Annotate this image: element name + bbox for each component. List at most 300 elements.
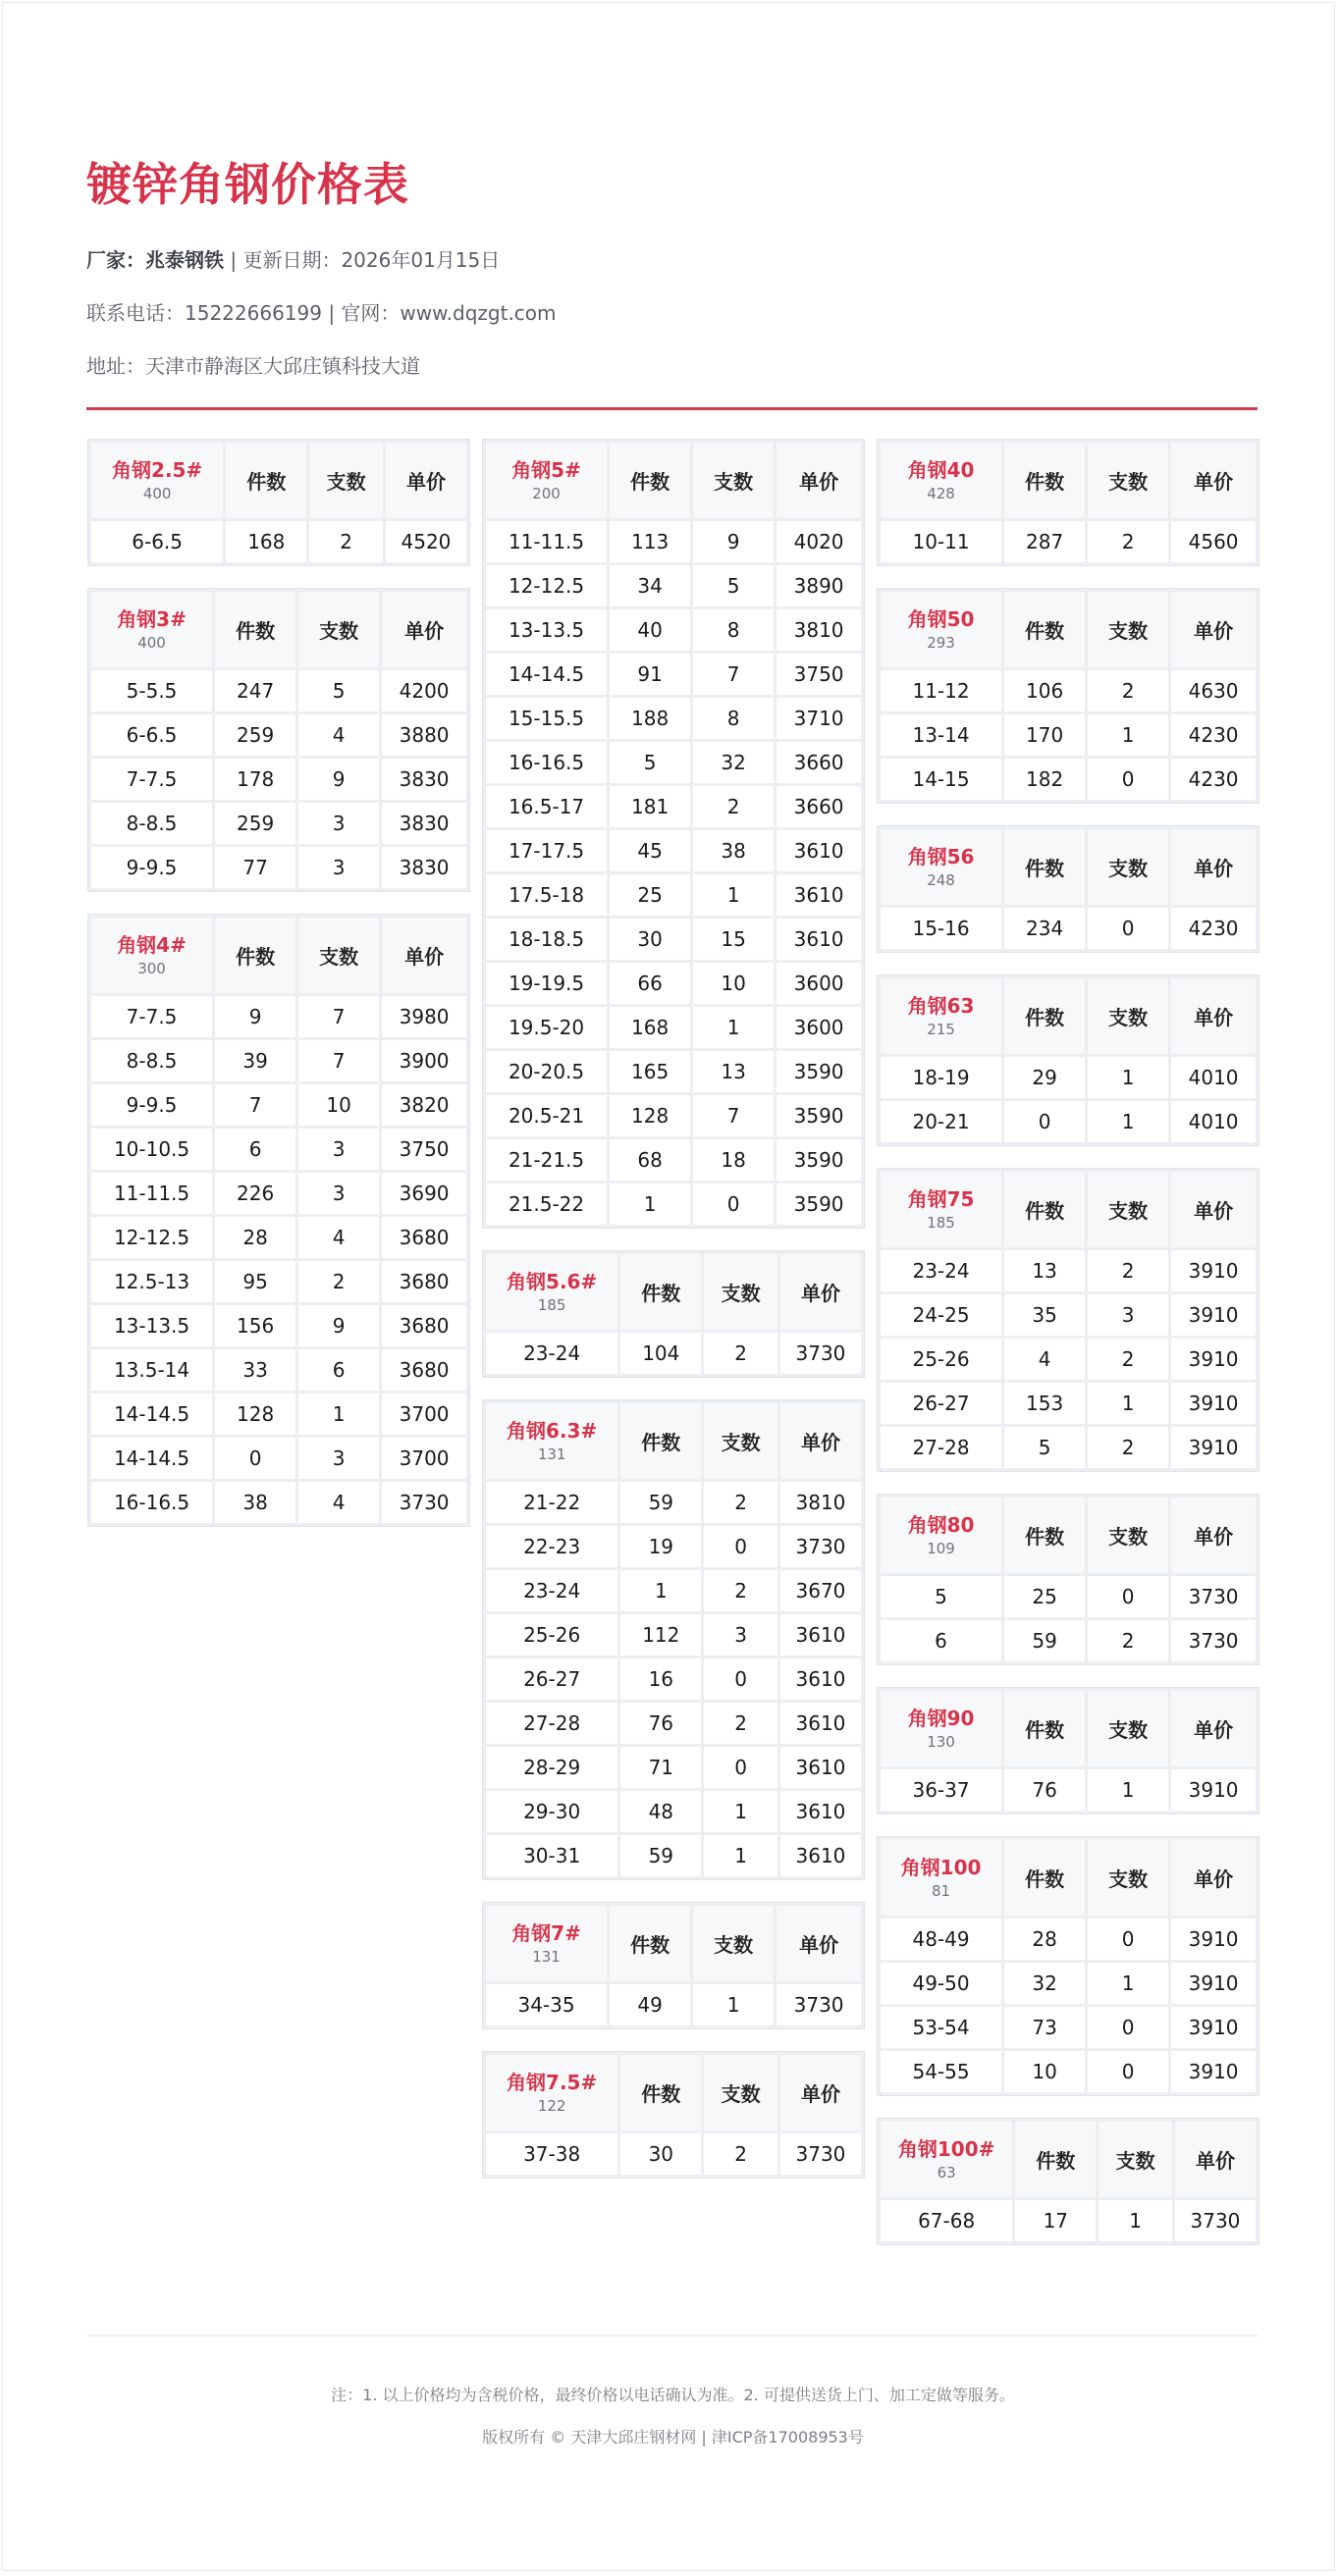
size-cell: 16-16.5 — [91, 1482, 212, 1523]
price-cell: 3610 — [780, 1658, 861, 1700]
size-cell: 26-27 — [881, 1383, 1001, 1424]
price-cell: 3830 — [382, 803, 466, 844]
count-cell: 59 — [1004, 1620, 1085, 1661]
price-cell: 4200 — [382, 670, 466, 711]
spec-weight: 109 — [927, 1539, 955, 1557]
price-table-columns — [87, 439, 1260, 2267]
price-cell: 3730 — [1171, 1620, 1256, 1661]
size-cell: 37-38 — [486, 2133, 617, 2175]
spec-header-cell — [881, 1840, 1001, 1916]
size-cell: 16-16.5 — [486, 742, 607, 783]
count-cell: 153 — [1004, 1383, 1085, 1424]
pieces-cell: 2 — [1088, 1250, 1168, 1291]
spec-price-table — [482, 1399, 865, 1880]
table-header-row — [91, 592, 466, 667]
price-cell: 3900 — [382, 1040, 466, 1081]
pieces-cell: 32 — [693, 742, 774, 783]
pieces-cell: 2 — [704, 1482, 777, 1523]
pieces-cell: 1 — [693, 1007, 774, 1048]
table-row — [91, 847, 466, 888]
pieces-cell: 7 — [298, 996, 379, 1037]
spec-header-cell — [881, 592, 1001, 667]
size-cell: 5 — [881, 1576, 1001, 1617]
table-row — [486, 1984, 861, 2025]
table-row — [91, 1129, 466, 1170]
pieces-cell: 15 — [693, 919, 774, 960]
size-cell: 18-18.5 — [486, 919, 607, 960]
table-row — [486, 830, 861, 871]
size-cell: 17.5-18 — [486, 874, 607, 916]
table-row — [881, 908, 1256, 949]
address-info: 地址：天津市静海区大邱庄镇科技大道 — [86, 354, 420, 378]
pieces-header: 支数 — [704, 2055, 777, 2130]
spec-weight: 215 — [927, 1020, 955, 1038]
price-cell: 3610 — [780, 1614, 861, 1656]
price-cell: 3730 — [1171, 1576, 1256, 1617]
price-header: 单价 — [777, 443, 861, 518]
table-row — [881, 1383, 1256, 1424]
pieces-cell: 5 — [693, 565, 774, 606]
spec-price-table — [877, 2118, 1260, 2245]
size-cell: 23-24 — [881, 1250, 1001, 1291]
spec-weight: 400 — [142, 484, 172, 502]
count-cell: 5 — [610, 742, 690, 783]
price-cell: 3830 — [382, 759, 466, 800]
spec-price-table — [482, 1250, 865, 1378]
count-cell: 0 — [1004, 1101, 1085, 1142]
price-cell: 3880 — [382, 714, 466, 756]
table-row — [91, 803, 466, 844]
count-cell: 188 — [610, 698, 690, 739]
size-cell: 20.5-21 — [486, 1095, 607, 1136]
spec-header-cell — [881, 1691, 1001, 1766]
table-header-row — [91, 918, 466, 993]
price-cell: 3610 — [780, 1747, 861, 1788]
pieces-cell: 0 — [704, 1658, 777, 1700]
size-cell: 26-27 — [486, 1658, 617, 1700]
price-cell: 3700 — [382, 1393, 466, 1435]
size-cell: 9-9.5 — [91, 847, 212, 888]
price-cell: 4630 — [1171, 670, 1256, 711]
price-header: 单价 — [777, 1906, 861, 1981]
pieces-cell: 1 — [1088, 1383, 1168, 1424]
pieces-header: 支数 — [1088, 1172, 1168, 1247]
count-cell: 6 — [215, 1129, 295, 1170]
table-row — [91, 1261, 466, 1302]
count-cell: 76 — [620, 1703, 701, 1744]
price-cell: 3600 — [777, 963, 861, 1004]
pieces-cell: 2 — [693, 786, 774, 827]
size-cell: 19-19.5 — [486, 963, 607, 1004]
size-cell: 13-13.5 — [486, 609, 607, 651]
spec-header-cell — [91, 918, 212, 993]
count-cell: 19 — [620, 1526, 701, 1567]
table-row — [486, 1007, 861, 1048]
pieces-cell: 2 — [704, 2133, 777, 2175]
size-cell: 14-14.5 — [91, 1393, 212, 1435]
pieces-cell: 3 — [298, 1129, 379, 1170]
table-header-row — [91, 443, 466, 518]
spec-header-cell — [881, 829, 1001, 905]
table-row — [91, 1040, 466, 1081]
spec-header-cell — [881, 978, 1001, 1054]
price-header: 单价 — [780, 1403, 861, 1479]
table-row — [91, 1217, 466, 1258]
table-row — [486, 1614, 861, 1656]
size-cell: 30-31 — [486, 1835, 617, 1876]
size-cell: 25-26 — [881, 1339, 1001, 1380]
table-header-row — [881, 1498, 1256, 1573]
spec-name: 角钢75 — [907, 1186, 975, 1211]
count-cell: 91 — [610, 654, 690, 695]
table-header-row — [486, 1254, 861, 1330]
count-cell: 182 — [1004, 759, 1085, 800]
price-cell: 3750 — [777, 654, 861, 695]
spec-header-cell — [881, 1172, 1001, 1247]
count-cell: 34 — [610, 565, 690, 606]
table-row — [881, 1427, 1256, 1468]
pieces-header: 支数 — [693, 443, 774, 518]
spec-price-table — [877, 1687, 1260, 1814]
price-cell: 3680 — [382, 1261, 466, 1302]
table-row — [486, 1791, 861, 1832]
spec-name: 角钢50 — [907, 606, 975, 631]
count-cell: 48 — [620, 1791, 701, 1832]
count-header: 件数 — [1004, 829, 1085, 905]
pieces-cell: 4 — [298, 714, 379, 756]
price-cell: 3680 — [382, 1305, 466, 1346]
price-cell: 3600 — [777, 1007, 861, 1048]
size-cell: 21-21.5 — [486, 1139, 607, 1181]
contact-info: 联系电话：15222666199 | 官网：www.dqzgt.com — [86, 301, 557, 325]
pieces-cell: 18 — [693, 1139, 774, 1181]
size-cell: 48-49 — [881, 1919, 1001, 1960]
table-header-row — [486, 1906, 861, 1981]
spec-price-table — [482, 2051, 865, 2179]
size-cell: 36-37 — [881, 1769, 1001, 1811]
count-cell: 170 — [1004, 714, 1085, 756]
price-cell: 3660 — [777, 786, 861, 827]
price-cell: 3670 — [780, 1570, 861, 1611]
pieces-cell: 3 — [298, 1173, 379, 1214]
table-row — [486, 2133, 861, 2175]
pieces-cell: 38 — [693, 830, 774, 871]
table-row — [486, 521, 861, 562]
price-cell: 3980 — [382, 996, 466, 1037]
pieces-header: 支数 — [298, 918, 379, 993]
size-cell: 28-29 — [486, 1747, 617, 1788]
header-divider — [86, 407, 1258, 410]
count-header: 件数 — [215, 918, 295, 993]
size-cell: 15-16 — [881, 908, 1001, 949]
count-cell: 59 — [620, 1835, 701, 1876]
table-row — [91, 521, 466, 562]
size-cell: 21.5-22 — [486, 1183, 607, 1225]
table-header-row — [486, 1403, 861, 1479]
size-cell: 18-19 — [881, 1057, 1001, 1098]
count-cell: 38 — [215, 1482, 295, 1523]
pieces-cell: 3 — [298, 847, 379, 888]
table-row — [91, 670, 466, 711]
spec-header-cell — [486, 1403, 617, 1479]
count-cell: 39 — [215, 1040, 295, 1081]
price-cell: 3910 — [1171, 1250, 1256, 1291]
pieces-cell: 7 — [693, 1095, 774, 1136]
table-row — [881, 521, 1256, 562]
price-header: 单价 — [382, 918, 466, 993]
size-cell: 67-68 — [881, 2200, 1012, 2241]
pieces-cell: 9 — [693, 521, 774, 562]
count-cell: 181 — [610, 786, 690, 827]
count-cell: 226 — [215, 1173, 295, 1214]
pieces-cell: 8 — [693, 609, 774, 651]
price-cell: 4520 — [386, 521, 466, 562]
size-cell: 16.5-17 — [486, 786, 607, 827]
price-cell: 3910 — [1171, 1294, 1256, 1336]
price-header: 单价 — [1171, 978, 1256, 1054]
count-cell: 7 — [215, 1084, 295, 1126]
count-cell: 128 — [215, 1393, 295, 1435]
count-cell: 165 — [610, 1051, 690, 1092]
count-header: 件数 — [1004, 443, 1085, 518]
table-row — [486, 609, 861, 651]
pieces-cell: 1 — [1099, 2200, 1172, 2241]
pieces-cell: 1 — [704, 1835, 777, 1876]
spec-price-table — [877, 588, 1260, 804]
table-row — [91, 1438, 466, 1479]
pieces-cell: 1 — [693, 874, 774, 916]
price-cell: 4230 — [1171, 908, 1256, 949]
pieces-cell: 2 — [704, 1570, 777, 1611]
table-row — [486, 1703, 861, 1744]
count-cell: 5 — [1004, 1427, 1085, 1468]
pieces-cell: 6 — [298, 1349, 379, 1391]
spec-weight: 200 — [532, 484, 561, 502]
count-cell: 40 — [610, 609, 690, 651]
spec-weight: 300 — [137, 959, 166, 977]
count-header: 件数 — [215, 592, 295, 667]
price-header: 单价 — [1171, 592, 1256, 667]
footer-divider — [87, 2335, 1258, 2337]
pieces-cell: 3 — [298, 1438, 379, 1479]
factory-name: 兆泰钢铁 — [145, 248, 224, 272]
pieces-cell: 9 — [298, 759, 379, 800]
table-header-row — [881, 2122, 1256, 2197]
count-cell: 76 — [1004, 1769, 1085, 1811]
pieces-header: 支数 — [704, 1403, 777, 1479]
count-cell: 1 — [620, 1570, 701, 1611]
footer-note: 注：1. 以上价格均为含税价格，最终价格以电话确认为准。2. 可提供送货上门、加工定做等服务。 — [331, 2386, 1015, 2404]
table-row — [881, 1339, 1256, 1380]
spec-name: 角钢100# — [897, 2136, 995, 2161]
price-cell: 4230 — [1171, 714, 1256, 756]
size-cell: 6-6.5 — [91, 714, 212, 756]
count-cell: 112 — [620, 1614, 701, 1656]
size-cell: 13-13.5 — [91, 1305, 212, 1346]
size-cell: 23-24 — [486, 1570, 617, 1611]
count-cell: 113 — [610, 521, 690, 562]
spec-name: 角钢100 — [900, 1855, 982, 1879]
pieces-header: 支数 — [1088, 978, 1168, 1054]
table-row — [881, 1057, 1256, 1098]
count-cell: 30 — [620, 2133, 701, 2175]
table-row — [91, 759, 466, 800]
pieces-header: 支数 — [1088, 592, 1168, 667]
pieces-cell: 2 — [1088, 670, 1168, 711]
size-cell: 21-22 — [486, 1482, 617, 1523]
count-cell: 104 — [620, 1333, 701, 1374]
table-row — [91, 714, 466, 756]
count-cell: 17 — [1015, 2200, 1096, 2241]
pieces-header: 支数 — [1099, 2122, 1172, 2197]
table-row — [881, 1620, 1256, 1661]
pieces-cell: 0 — [704, 1747, 777, 1788]
size-cell: 10-11 — [881, 521, 1001, 562]
price-cell: 3610 — [777, 919, 861, 960]
pieces-cell: 9 — [298, 1305, 379, 1346]
pieces-cell: 1 — [1088, 1101, 1168, 1142]
count-cell: 95 — [215, 1261, 295, 1302]
spec-weight: 293 — [927, 633, 955, 652]
spec-price-table — [87, 588, 470, 892]
table-row — [486, 874, 861, 916]
pieces-cell: 2 — [1088, 521, 1168, 562]
size-cell: 27-28 — [486, 1703, 617, 1744]
spec-weight: 81 — [931, 1881, 951, 1900]
price-cell: 3680 — [382, 1349, 466, 1391]
spec-price-table — [877, 1494, 1260, 1665]
table-header-row — [486, 2055, 861, 2130]
pieces-cell: 3 — [1088, 1294, 1168, 1336]
table-row — [486, 1747, 861, 1788]
pieces-cell: 4 — [298, 1217, 379, 1258]
price-cell: 3910 — [1171, 1427, 1256, 1468]
pieces-cell: 3 — [704, 1614, 777, 1656]
table-header-row — [881, 592, 1256, 667]
page-card — [2, 2, 1335, 2571]
price-header: 单价 — [1171, 1172, 1256, 1247]
price-cell: 3700 — [382, 1438, 466, 1479]
price-cell: 4020 — [777, 521, 861, 562]
pieces-cell: 2 — [704, 1703, 777, 1744]
spec-price-table — [877, 1168, 1260, 1472]
table-row — [486, 1835, 861, 1876]
price-cell: 3690 — [382, 1173, 466, 1214]
table-row — [91, 1349, 466, 1391]
spec-name: 角钢6.3# — [507, 1418, 598, 1443]
count-cell: 16 — [620, 1658, 701, 1700]
price-cell: 3680 — [382, 1217, 466, 1258]
size-cell: 7-7.5 — [91, 759, 212, 800]
spec-weight: 248 — [927, 870, 955, 889]
size-cell: 15-15.5 — [486, 698, 607, 739]
pieces-cell: 0 — [1088, 759, 1168, 800]
price-cell: 3910 — [1171, 1919, 1256, 1960]
spec-header-cell — [486, 1906, 607, 1981]
price-cell: 3610 — [780, 1703, 861, 1744]
pieces-cell: 0 — [704, 1526, 777, 1567]
pieces-header: 支数 — [1088, 1840, 1168, 1916]
spec-price-table — [87, 914, 470, 1527]
table-row — [486, 1333, 861, 1374]
pieces-header: 支数 — [704, 1254, 777, 1330]
table-row — [486, 1482, 861, 1523]
size-cell: 11-11.5 — [91, 1173, 212, 1214]
spec-header-cell — [881, 1498, 1001, 1573]
table-row — [881, 2051, 1256, 2092]
size-cell: 6-6.5 — [91, 521, 223, 562]
price-header: 单价 — [1171, 829, 1256, 905]
count-cell: 25 — [1004, 1576, 1085, 1617]
price-cell: 4560 — [1171, 521, 1256, 562]
table-row — [486, 1051, 861, 1092]
count-cell: 30 — [610, 919, 690, 960]
count-cell: 32 — [1004, 1963, 1085, 2004]
size-cell: 54-55 — [881, 2051, 1001, 2092]
price-cell: 3610 — [777, 874, 861, 916]
price-cell: 3730 — [1175, 2200, 1256, 2241]
price-cell: 3810 — [777, 609, 861, 651]
size-cell: 14-14.5 — [91, 1438, 212, 1479]
size-cell: 22-23 — [486, 1526, 617, 1567]
count-cell: 1 — [610, 1183, 690, 1225]
spec-header-cell — [881, 2122, 1012, 2197]
spec-weight: 63 — [937, 2163, 956, 2182]
count-cell: 0 — [215, 1438, 295, 1479]
size-cell: 24-25 — [881, 1294, 1001, 1336]
size-cell: 13.5-14 — [91, 1349, 212, 1391]
price-cell: 3610 — [780, 1835, 861, 1876]
count-header: 件数 — [1015, 2122, 1096, 2197]
spec-header-cell — [881, 443, 1001, 518]
count-header: 件数 — [1004, 1498, 1085, 1573]
count-cell: 234 — [1004, 908, 1085, 949]
pieces-cell: 2 — [1088, 1339, 1168, 1380]
price-cell: 3910 — [1171, 1383, 1256, 1424]
price-cell: 3610 — [780, 1791, 861, 1832]
size-cell: 20-21 — [881, 1101, 1001, 1142]
price-cell: 3910 — [1171, 2007, 1256, 2048]
count-cell: 178 — [215, 759, 295, 800]
table-row — [881, 2007, 1256, 2048]
table-row — [881, 1250, 1256, 1291]
spec-header-cell — [486, 1254, 617, 1330]
spec-weight: 122 — [537, 2096, 566, 2115]
count-cell: 33 — [215, 1349, 295, 1391]
spec-weight: 131 — [537, 1445, 566, 1463]
price-cell: 3590 — [777, 1051, 861, 1092]
pieces-cell: 1 — [1088, 1963, 1168, 2004]
price-header: 单价 — [1171, 443, 1256, 518]
table-column-3 — [877, 439, 1260, 2267]
price-cell: 3590 — [777, 1183, 861, 1225]
spec-header-cell — [486, 443, 607, 518]
count-cell: 59 — [620, 1482, 701, 1523]
price-cell: 3910 — [1171, 1769, 1256, 1811]
count-cell: 29 — [1004, 1057, 1085, 1098]
table-row — [486, 1526, 861, 1567]
count-cell: 49 — [610, 1984, 690, 2025]
table-row — [486, 742, 861, 783]
table-row — [486, 698, 861, 739]
price-cell: 3730 — [382, 1482, 466, 1523]
table-row — [486, 654, 861, 695]
spec-name: 角钢63 — [907, 993, 975, 1018]
count-cell: 168 — [226, 521, 306, 562]
spec-price-table — [877, 439, 1260, 566]
spec-price-table — [482, 439, 865, 1229]
spec-name: 角钢80 — [907, 1512, 975, 1537]
